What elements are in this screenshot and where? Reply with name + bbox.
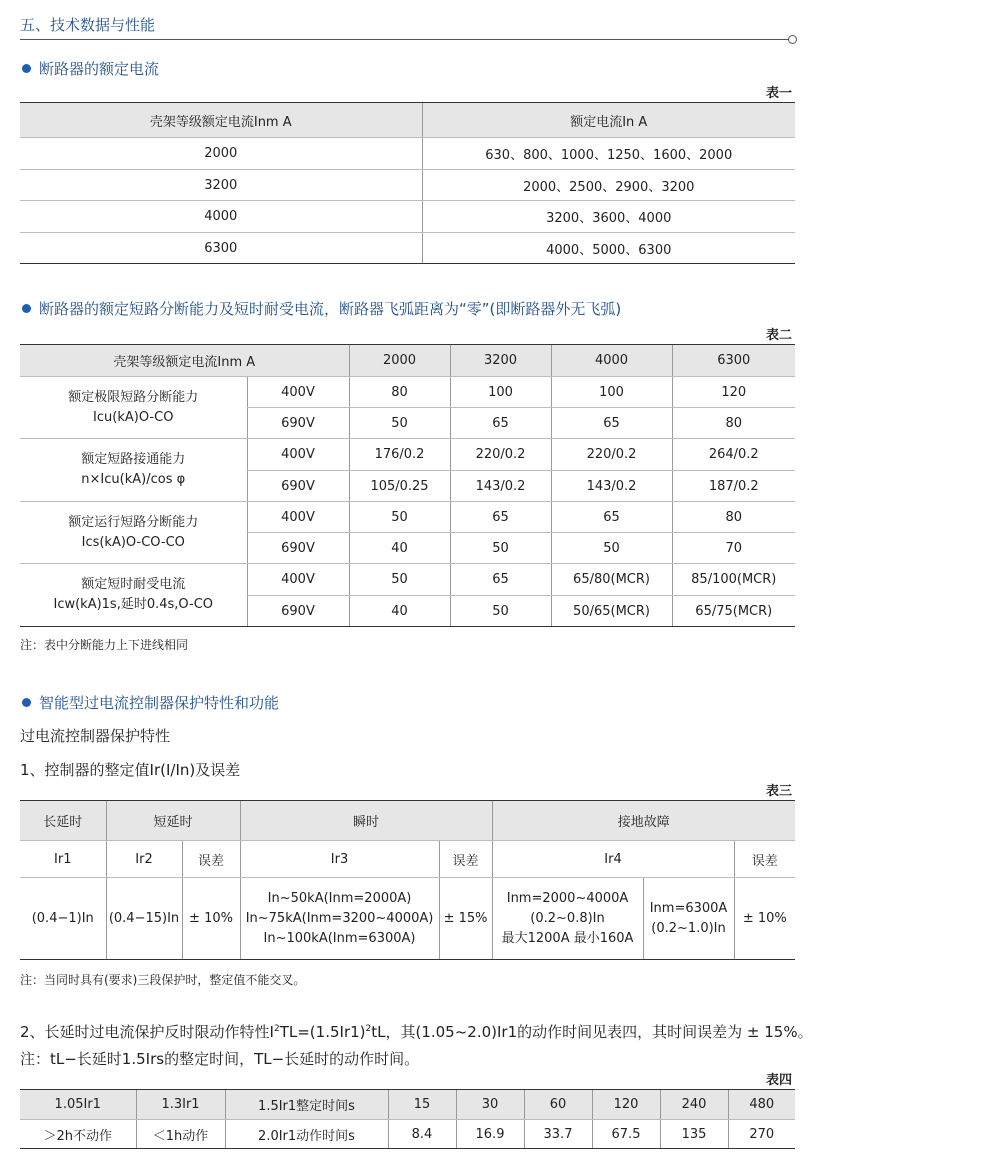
subheader-cell: 误差	[439, 841, 492, 878]
section3-heading-text: 智能型过电流控制器保护特性和功能	[39, 694, 280, 712]
t3-note: 注：当同时具有(要求)三段保护时，整定值不能交叉。	[20, 973, 306, 987]
header-cell: 6300	[672, 345, 795, 377]
section3-heading	[22, 692, 279, 713]
table-row	[20, 233, 795, 264]
table-cell: 65/80(MCR)	[551, 564, 672, 596]
ir4a-cell	[492, 878, 643, 960]
group-name: 额定极限短路分断能力	[68, 389, 199, 405]
table-cell: 40	[349, 596, 450, 627]
t2-note: 注：表中分断能力上下进线相同	[20, 638, 189, 652]
group-name: 额定短路接通能力	[81, 452, 186, 467]
cell-line: Inm=2000~4000A	[506, 890, 629, 906]
table-row	[20, 377, 795, 408]
table-row	[20, 138, 795, 170]
setting-value-table	[20, 800, 795, 960]
header-cell: 3200	[450, 345, 551, 377]
group-unit: Ics(kA)O-CO-CO	[81, 534, 185, 550]
table-row	[20, 439, 795, 471]
cell-line: In~100kA(Inm=6300A)	[263, 930, 416, 946]
table-cell: 4000、5000、6300	[422, 233, 795, 264]
table-cell: 143/0.2	[551, 471, 672, 502]
table-row	[20, 1120, 795, 1149]
item2-part: TL=(1.5Ir1)	[279, 1023, 366, 1041]
table-cell: 143/0.2	[450, 471, 551, 502]
table-cell: 50/65(MCR)	[551, 596, 672, 627]
voltage-cell: 690V	[247, 533, 349, 564]
header-cell: 长延时	[20, 801, 106, 841]
header-cell: 60	[524, 1090, 592, 1120]
header-cell: 1.3Ir1	[136, 1090, 225, 1120]
table-cell: (0.4−1)In	[20, 878, 106, 960]
table-row	[20, 564, 795, 596]
table-cell: 8.4	[388, 1120, 456, 1149]
table-cell: 270	[728, 1120, 795, 1149]
table-cell: 65	[450, 564, 551, 596]
table-cell: 135	[660, 1120, 728, 1149]
item2-part: tL，其(1.05~2.0)Ir1的动作时间见表四，其时间误差为 ± 15%。	[371, 1023, 813, 1041]
section-title: 五、技术数据与性能	[20, 16, 156, 34]
table-cell: 80	[672, 408, 795, 439]
table-cell: ± 15%	[439, 878, 492, 960]
group-name-cell	[20, 377, 247, 439]
cell-line: 最大1200A 最小160A	[501, 930, 634, 946]
header-cell: 120	[592, 1090, 660, 1120]
table-cell: 50	[551, 533, 672, 564]
superscript: 2	[273, 1024, 280, 1034]
header-cell: 2000	[349, 345, 450, 377]
table-cell: 6300	[20, 233, 422, 264]
table-cell: 50	[349, 564, 450, 596]
header-cell: 瞬时	[240, 801, 492, 841]
subheader-cell: 误差	[182, 841, 240, 878]
table-cell: 2000、2500、2900、3200	[422, 170, 795, 201]
table-cell: 33.7	[524, 1120, 592, 1149]
table-cell: 187/0.2	[672, 471, 795, 502]
header-cell: 1.5Ir1整定时间s	[225, 1090, 388, 1120]
table-cell: 100	[450, 377, 551, 408]
voltage-cell: 400V	[247, 564, 349, 596]
table-cell: 65/75(MCR)	[672, 596, 795, 627]
table-header-row	[20, 1090, 795, 1120]
subheader-cell: 误差	[734, 841, 795, 878]
header-cell: 接地故障	[492, 801, 795, 841]
table-cell: 105/0.25	[349, 471, 450, 502]
bullet-icon	[22, 304, 31, 313]
item2-text	[20, 1021, 813, 1042]
table-cell: 65	[450, 502, 551, 533]
table-cell: (0.4−15)In	[106, 878, 182, 960]
header-cell: 240	[660, 1090, 728, 1120]
table-cell: ± 10%	[734, 878, 795, 960]
t2-heading	[22, 298, 621, 319]
table-cell: 80	[672, 502, 795, 533]
table-cell: 100	[551, 377, 672, 408]
t1-label: 表一	[766, 86, 793, 101]
bullet-icon	[22, 64, 31, 73]
table-cell: 67.5	[592, 1120, 660, 1149]
table-header-row	[20, 801, 795, 841]
table-cell: 50	[349, 408, 450, 439]
header-cell: 短延时	[106, 801, 240, 841]
t3-label: 表三	[766, 784, 793, 799]
t1-heading	[22, 58, 159, 79]
table-header-row	[20, 103, 795, 138]
t4-label: 表四	[766, 1073, 793, 1088]
group-unit: Icw(kA)1s,延时0.4s,O-CO	[53, 597, 214, 612]
voltage-cell: 690V	[247, 408, 349, 439]
voltage-cell: 690V	[247, 596, 349, 627]
table-cell: 85/100(MCR)	[672, 564, 795, 596]
table-row	[20, 878, 795, 960]
table-row	[20, 201, 795, 233]
group-unit: n×Icu(kA)/cos φ	[81, 472, 186, 487]
table-cell: 65	[551, 408, 672, 439]
section-divider	[20, 39, 790, 40]
ir3-cell	[240, 878, 439, 960]
header-cell: 壳架等级额定电流Inm A	[20, 103, 422, 138]
divider-end-dot	[788, 35, 797, 44]
table-cell: 2.0Ir1动作时间s	[225, 1120, 388, 1149]
header-cell: 15	[388, 1090, 456, 1120]
table-cell: 3200、3600、4000	[422, 201, 795, 233]
item2-part: 2、长延时过电流保护反时限动作特性I	[20, 1023, 274, 1041]
cell-line: (0.2~0.8)In	[530, 910, 605, 926]
group-unit: Icu(kA)O-CO	[93, 409, 174, 425]
item2-note: 注：tL−长延时1.5Irs的整定时间，TL−长延时的动作时间。	[20, 1050, 420, 1068]
header-cell: 30	[456, 1090, 524, 1120]
superscript: 2	[365, 1024, 372, 1034]
header-cell: 额定电流In A	[422, 103, 795, 138]
table-cell: 120	[672, 377, 795, 408]
header-cell: 1.05Ir1	[20, 1090, 136, 1120]
voltage-cell: 400V	[247, 439, 349, 471]
breaking-capacity-table	[20, 344, 795, 627]
cell-line: Inm=6300A	[649, 900, 728, 916]
table-cell: 65	[450, 408, 551, 439]
group-name-cell	[20, 439, 247, 502]
group-name-cell	[20, 564, 247, 627]
section3-subtitle: 过电流控制器保护特性	[20, 727, 171, 745]
item1-text: 1、控制器的整定值Ir(I/In)及误差	[20, 761, 241, 779]
header-cell: 4000	[551, 345, 672, 377]
table-cell: 50	[349, 502, 450, 533]
cell-line: (0.2~1.0)In	[651, 920, 726, 936]
cell-line: In~75kA(Inm=3200~4000A)	[245, 910, 434, 926]
table-cell: 220/0.2	[450, 439, 551, 471]
table-cell: 70	[672, 533, 795, 564]
action-time-table	[20, 1089, 795, 1149]
rated-current-table	[20, 102, 795, 264]
t2-label: 表二	[766, 328, 793, 343]
table-cell: 2000	[20, 138, 422, 170]
table-header-row	[20, 345, 795, 377]
header-cell: 壳架等级额定电流Inm A	[20, 345, 349, 377]
group-name-cell	[20, 502, 247, 564]
table-cell: 264/0.2	[672, 439, 795, 471]
table-cell: 50	[450, 596, 551, 627]
table-cell: ± 10%	[182, 878, 240, 960]
subheader-cell: Ir2	[106, 841, 182, 878]
table-cell: 50	[450, 533, 551, 564]
table-cell: 4000	[20, 201, 422, 233]
subheader-cell: Ir3	[240, 841, 439, 878]
subheader-cell: Ir4	[492, 841, 734, 878]
voltage-cell: 400V	[247, 502, 349, 533]
table-cell: 16.9	[456, 1120, 524, 1149]
table-cell: 80	[349, 377, 450, 408]
table-cell: ＞2h不动作	[20, 1120, 136, 1149]
table-row	[20, 170, 795, 201]
table-cell: 176/0.2	[349, 439, 450, 471]
table-cell: 65	[551, 502, 672, 533]
table-cell: 630、800、1000、1250、1600、2000	[422, 138, 795, 170]
group-name: 额定短时耐受电流	[81, 577, 186, 592]
table-row	[20, 502, 795, 533]
t2-heading-text: 断路器的额定短路分断能力及短时耐受电流，断路器飞弧距离为“零”(即断路器外无飞弧)	[39, 300, 622, 318]
table-cell: ＜1h动作	[136, 1120, 225, 1149]
bullet-icon	[22, 698, 31, 707]
voltage-cell: 690V	[247, 471, 349, 502]
cell-line: In~50kA(Inm=2000A)	[267, 890, 412, 906]
table-cell: 40	[349, 533, 450, 564]
header-cell: 480	[728, 1090, 795, 1120]
t1-heading-text: 断路器的额定电流	[39, 60, 160, 78]
voltage-cell: 400V	[247, 377, 349, 408]
ir4b-cell	[643, 878, 734, 960]
table-subheader-row	[20, 841, 795, 878]
table-cell: 3200	[20, 170, 422, 201]
subheader-cell: Ir1	[20, 841, 106, 878]
group-name: 额定运行短路分断能力	[68, 514, 199, 530]
table-cell: 220/0.2	[551, 439, 672, 471]
